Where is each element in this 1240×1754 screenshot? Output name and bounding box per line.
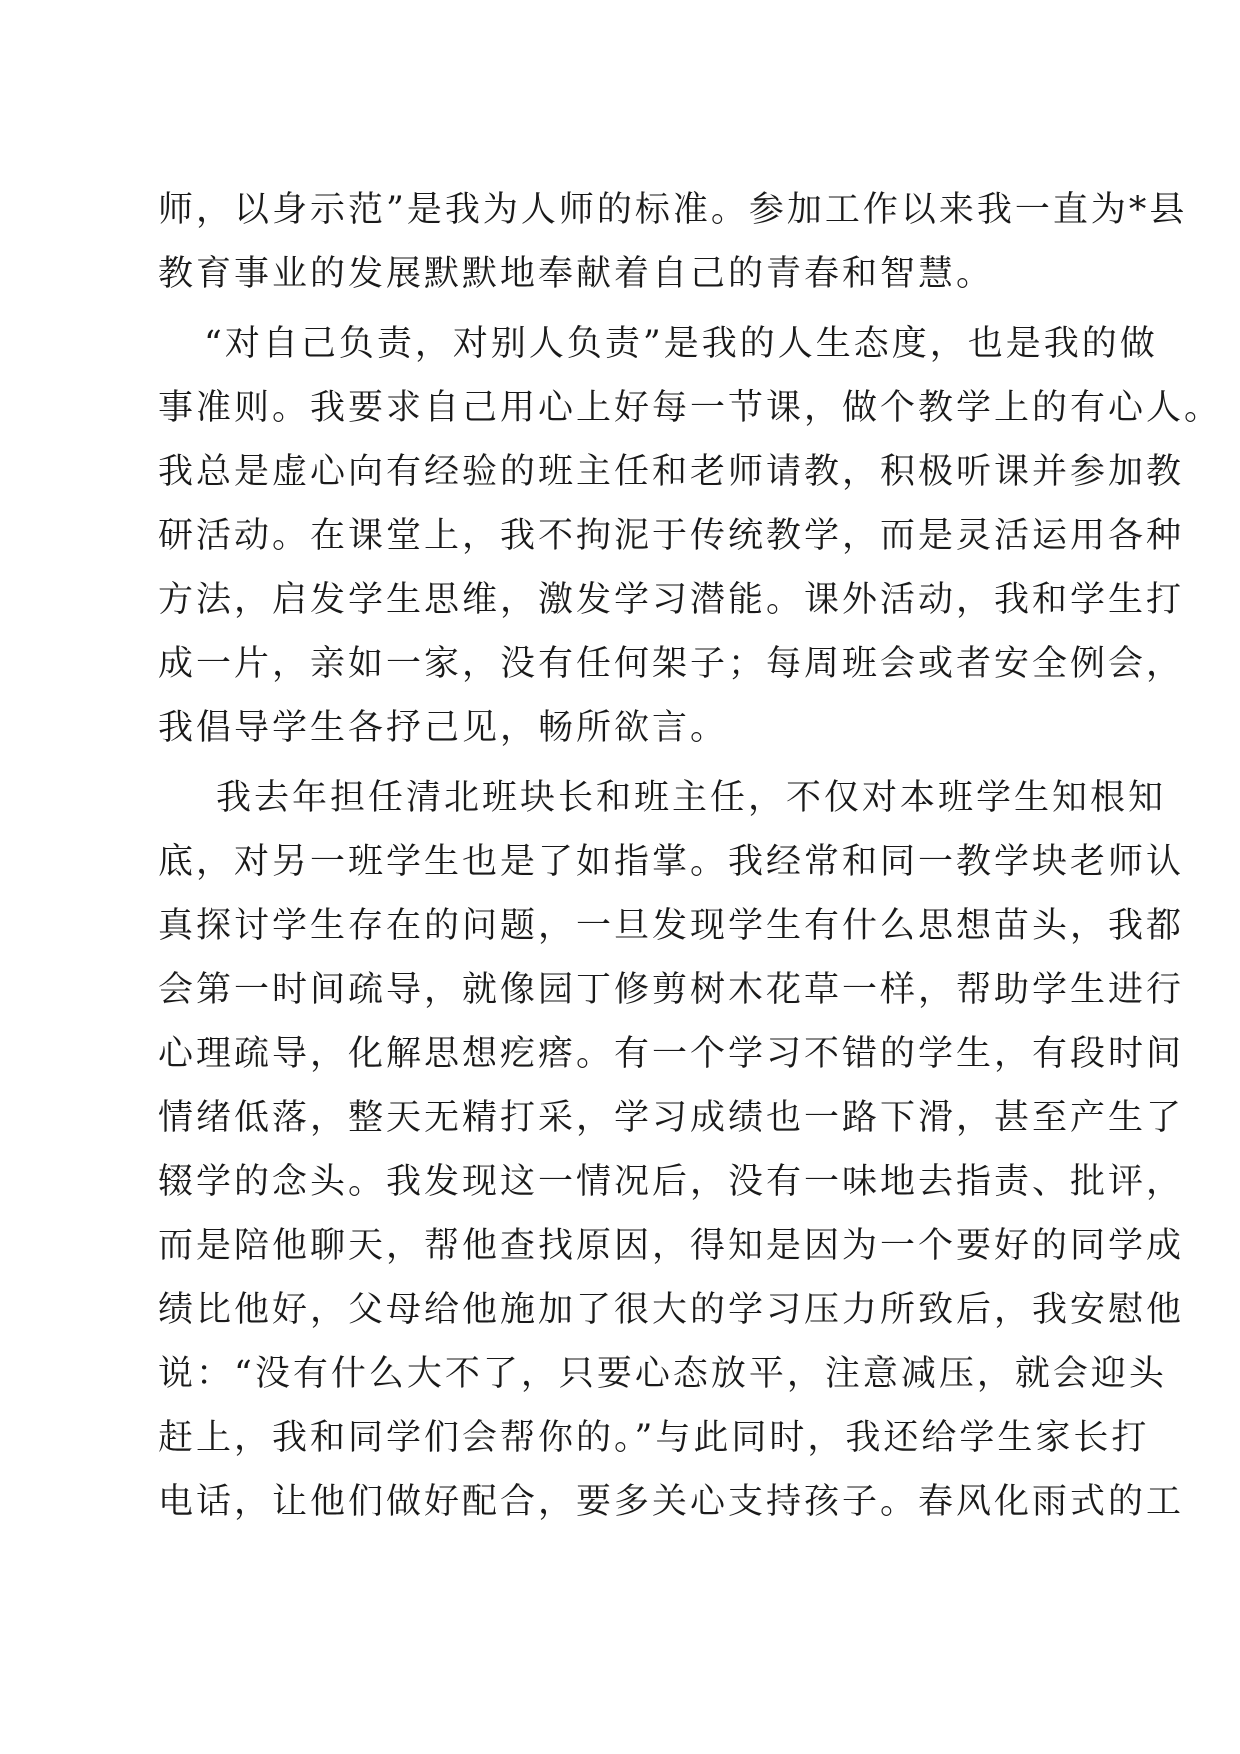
text-line: 底，对另一班学生也是了如指掌。我经常和同一教学块老师认 — [158, 842, 1185, 882]
text-line: 成一片，亲如一家，没有任何架子；每周班会或者安全例会， — [158, 644, 1185, 684]
text-line: 我总是虚心向有经验的班主任和老师请教，积极听课并参加教 — [158, 452, 1185, 492]
text-line: 赶上，我和同学们会帮你的。”与此同时，我还给学生家长打 — [158, 1418, 1150, 1458]
text-line: 师，以身示范”是我为人师的标准。参加工作以来我一直为*县 — [158, 190, 1188, 230]
text-line: 说：“没有什么大不了，只要心态放平，注意减压，就会迎头 — [158, 1354, 1167, 1394]
text-line: 我去年担任清北班块长和班主任，不仅对本班学生知根知 — [216, 778, 1167, 818]
text-line: 方法，启发学生思维，激发学习潜能。课外活动，我和学生打 — [158, 580, 1185, 620]
text-line: 事准则。我要求自己用心上好每一节课，做个教学上的有心人。 — [158, 388, 1223, 428]
text-line: 而是陪他聊天，帮他查找原因，得知是因为一个要好的同学成 — [158, 1226, 1185, 1266]
text-line: 教育事业的发展默默地奉献着自己的青春和智慧。 — [158, 254, 995, 294]
text-line: 电话，让他们做好配合，要多关心支持孩子。春风化雨式的工 — [158, 1482, 1185, 1522]
text-line: 我倡导学生各抒己见，畅所欲言。 — [158, 708, 729, 748]
text-line: 辍学的念头。我发现这一情况后，没有一味地去指责、批评， — [158, 1162, 1185, 1202]
body-text — [158, 178, 1223, 1534]
text-line: 真探讨学生存在的问题，一旦发现学生有什么思想苗头，我都 — [158, 906, 1185, 946]
text-line: 会第一时间疏导，就像园丁修剪树木花草一样，帮助学生进行 — [158, 970, 1185, 1010]
text-line: 情绪低落，整天无精打采，学习成绩也一路下滑，甚至产生了 — [158, 1098, 1185, 1138]
text-line: 研活动。在课堂上，我不拘泥于传统教学，而是灵活运用各种 — [158, 516, 1185, 556]
text-line: “对自己负责，对别人负责”是我的人生态度，也是我的做 — [204, 324, 1158, 364]
text-line: 绩比他好，父母给他施加了很大的学习压力所致后，我安慰他 — [158, 1290, 1185, 1330]
text-line: 心理疏导，化解思想疙瘩。有一个学习不错的学生，有段时间 — [158, 1034, 1185, 1074]
